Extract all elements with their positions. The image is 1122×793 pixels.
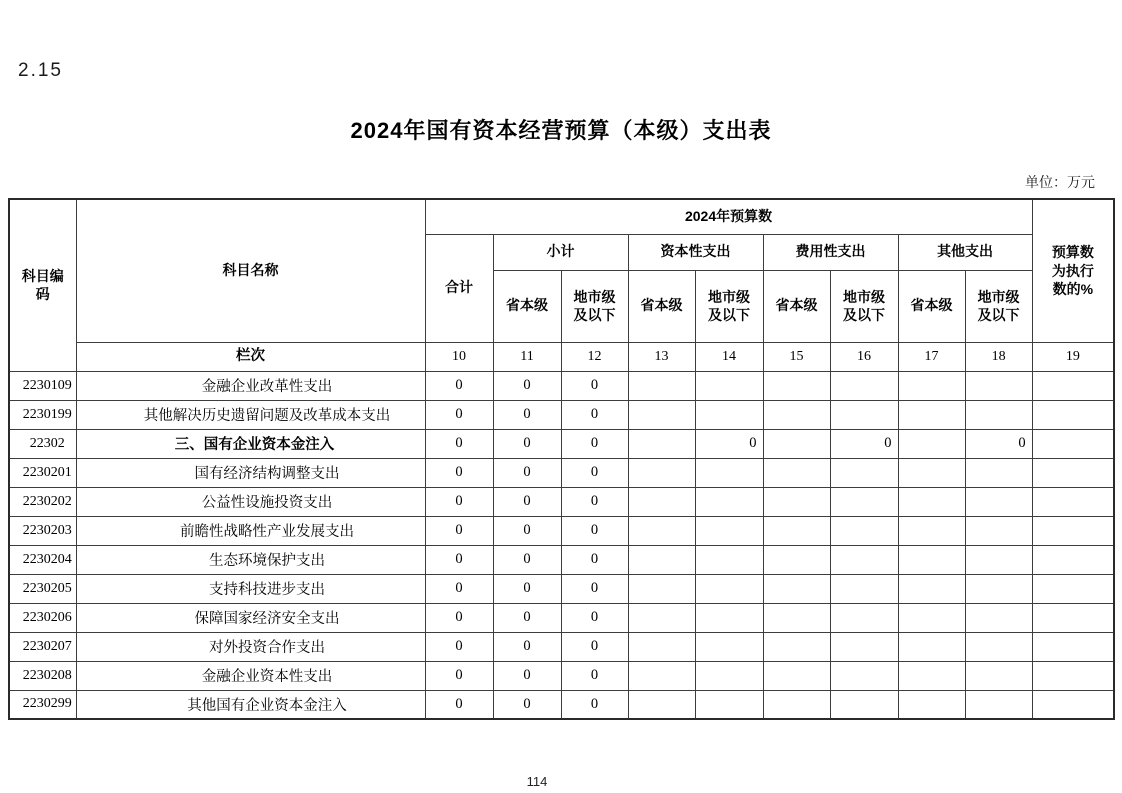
subject-name-cell: 公益性设施投资支出 (76, 487, 425, 516)
value-cell-col13 (628, 690, 695, 719)
unit-label: 单位：万元 (1025, 176, 1095, 191)
subject-name-cell: 金融企业改革性支出 (76, 371, 425, 400)
value-cell-col12: 0 (561, 603, 628, 632)
value-cell-col11: 0 (493, 400, 561, 429)
header-budget-pct-line3: 数的% (1052, 280, 1094, 297)
value-cell-col19 (1032, 400, 1114, 429)
value-cell-col15 (763, 632, 830, 661)
value-cell-col11: 0 (493, 603, 561, 632)
value-cell-col16 (830, 661, 898, 690)
value-cell-col18 (965, 371, 1032, 400)
value-cell-col18 (965, 603, 1032, 632)
value-cell-col15 (763, 545, 830, 574)
value-cell-col15 (763, 458, 830, 487)
value-cell-col10: 0 (425, 690, 493, 719)
value-cell-col19 (1032, 690, 1114, 719)
subject-code-cell: 2230203 (9, 516, 76, 545)
header-other-group: 其他支出 (898, 234, 1032, 270)
table-body (9, 371, 1114, 719)
value-cell-col10: 0 (425, 400, 493, 429)
value-cell-col17 (898, 574, 965, 603)
table-row (9, 371, 1114, 400)
header-total: 合计 (425, 234, 493, 342)
value-cell-col14: 0 (695, 429, 763, 458)
value-cell-col17 (898, 487, 965, 516)
value-cell-col18 (965, 632, 1032, 661)
value-cell-col10: 0 (425, 603, 493, 632)
value-cell-col14 (695, 661, 763, 690)
value-cell-col10: 0 (425, 661, 493, 690)
value-cell-col14 (695, 632, 763, 661)
table-row (9, 632, 1114, 661)
subject-name-cell: 保障国家经济安全支出 (76, 603, 425, 632)
value-cell-col12: 0 (561, 516, 628, 545)
value-cell-col13 (628, 487, 695, 516)
value-cell-col11: 0 (493, 632, 561, 661)
value-cell-col13 (628, 516, 695, 545)
value-cell-col17 (898, 400, 965, 429)
header-budget-pct (1032, 199, 1114, 342)
value-cell-col19 (1032, 371, 1114, 400)
value-cell-col11: 0 (493, 487, 561, 516)
header-budget-year-group: 2024年预算数 (425, 199, 1032, 234)
header-prefecture-capital (695, 270, 763, 342)
header-subject-code-line2: 码 (35, 286, 50, 303)
value-cell-col15 (763, 487, 830, 516)
section-number: 2.15 (18, 60, 63, 81)
value-cell-col19 (1032, 632, 1114, 661)
value-cell-col14 (695, 371, 763, 400)
subject-name-cell: 金融企业资本性支出 (76, 661, 425, 690)
value-cell-col13 (628, 661, 695, 690)
value-cell-col16 (830, 458, 898, 487)
value-cell-col16 (830, 545, 898, 574)
prefecture-line2: 及以下 (573, 307, 616, 323)
subject-name-cell: 生态环境保护支出 (76, 545, 425, 574)
value-cell-col13 (628, 603, 695, 632)
header-budget-pct-line1: 预算数 (1051, 244, 1094, 261)
header-subject-code-line1: 科目编 (21, 268, 64, 285)
subject-name-cell: 支持科技进步支出 (76, 574, 425, 603)
value-cell-col13 (628, 458, 695, 487)
value-cell-col17 (898, 516, 965, 545)
table-row (9, 661, 1114, 690)
value-cell-col12: 0 (561, 371, 628, 400)
column-number-10: 10 (425, 342, 493, 371)
table-row (9, 574, 1114, 603)
value-cell-col12: 0 (561, 690, 628, 719)
subject-code-cell: 2230299 (9, 690, 76, 719)
value-cell-col14 (695, 574, 763, 603)
value-cell-col11: 0 (493, 371, 561, 400)
header-prefecture-subtotal (561, 270, 628, 342)
value-cell-col12: 0 (561, 400, 628, 429)
subject-code-cell: 2230208 (9, 661, 76, 690)
value-cell-col11: 0 (493, 545, 561, 574)
value-cell-col19 (1032, 661, 1114, 690)
value-cell-col13 (628, 574, 695, 603)
value-cell-col18 (965, 661, 1032, 690)
value-cell-col12: 0 (561, 429, 628, 458)
header-expense-group: 费用性支出 (763, 234, 898, 270)
value-cell-col12: 0 (561, 632, 628, 661)
value-cell-col18 (965, 545, 1032, 574)
value-cell-col11: 0 (493, 690, 561, 719)
column-number-17: 17 (898, 342, 965, 371)
subject-code-cell: 2230207 (9, 632, 76, 661)
prefecture-line1: 地市级 (843, 288, 885, 305)
value-cell-col17 (898, 603, 965, 632)
value-cell-col10: 0 (425, 545, 493, 574)
value-cell-col14 (695, 458, 763, 487)
value-cell-col10: 0 (425, 458, 493, 487)
value-cell-col16: 0 (830, 429, 898, 458)
subject-code-cell: 2230202 (9, 487, 76, 516)
header-provincial-capital: 省本级 (628, 270, 695, 342)
table-row (9, 487, 1114, 516)
value-cell-col11: 0 (493, 429, 561, 458)
page-title: 2024年国有资本经营预算（本级）支出表 (350, 118, 772, 143)
value-cell-col14 (695, 400, 763, 429)
table-row (9, 516, 1114, 545)
header-provincial-other: 省本级 (898, 270, 965, 342)
page-number: 114 (526, 774, 548, 789)
value-cell-col14 (695, 545, 763, 574)
value-cell-col16 (830, 371, 898, 400)
value-cell-col12: 0 (561, 574, 628, 603)
column-number-19: 19 (1032, 342, 1114, 371)
value-cell-col14 (695, 603, 763, 632)
value-cell-col16 (830, 690, 898, 719)
subject-code-cell: 2230199 (9, 400, 76, 429)
header-prefecture-other (965, 270, 1032, 342)
value-cell-col17 (898, 690, 965, 719)
value-cell-col12: 0 (561, 458, 628, 487)
value-cell-col10: 0 (425, 487, 493, 516)
value-cell-col16 (830, 400, 898, 429)
column-number-11: 11 (493, 342, 561, 371)
value-cell-col14 (695, 516, 763, 545)
value-cell-col15 (763, 661, 830, 690)
value-cell-col17 (898, 661, 965, 690)
prefecture-line1: 地市级 (573, 288, 616, 305)
value-cell-col17 (898, 458, 965, 487)
column-number-12: 12 (561, 342, 628, 371)
header-row-1 (9, 199, 1114, 234)
value-cell-col11: 0 (493, 458, 561, 487)
value-cell-col13 (628, 429, 695, 458)
value-cell-col14 (695, 690, 763, 719)
subject-code-cell: 2230205 (9, 574, 76, 603)
value-cell-col15 (763, 429, 830, 458)
subject-name-cell: 其他国有企业资本金注入 (76, 690, 425, 719)
header-subject-name: 科目名称 (76, 199, 425, 342)
column-number-13: 13 (628, 342, 695, 371)
header-budget-pct-line2: 为执行 (1051, 262, 1094, 279)
value-cell-col12: 0 (561, 661, 628, 690)
subject-name-cell: 对外投资合作支出 (76, 632, 425, 661)
value-cell-col18 (965, 690, 1032, 719)
value-cell-col12: 0 (561, 487, 628, 516)
table-row (9, 458, 1114, 487)
value-cell-col18: 0 (965, 429, 1032, 458)
table-row (9, 545, 1114, 574)
value-cell-col19 (1032, 487, 1114, 516)
subject-name-cell: 前瞻性战略性产业发展支出 (76, 516, 425, 545)
value-cell-col13 (628, 632, 695, 661)
value-cell-col18 (965, 516, 1032, 545)
table-row (9, 429, 1114, 458)
value-cell-col19 (1032, 429, 1114, 458)
value-cell-col19 (1032, 574, 1114, 603)
value-cell-col15 (763, 371, 830, 400)
prefecture-line2: 及以下 (708, 307, 750, 323)
value-cell-col10: 0 (425, 371, 493, 400)
value-cell-col16 (830, 516, 898, 545)
subject-code-cell: 2230204 (9, 545, 76, 574)
prefecture-line1: 地市级 (977, 288, 1020, 305)
column-number-14: 14 (695, 342, 763, 371)
prefecture-line2: 及以下 (977, 307, 1020, 323)
prefecture-line1: 地市级 (708, 288, 750, 305)
value-cell-col10: 0 (425, 574, 493, 603)
value-cell-col18 (965, 487, 1032, 516)
value-cell-col15 (763, 690, 830, 719)
value-cell-col17 (898, 545, 965, 574)
value-cell-col13 (628, 545, 695, 574)
value-cell-col11: 0 (493, 516, 561, 545)
value-cell-col15 (763, 516, 830, 545)
value-cell-col10: 0 (425, 632, 493, 661)
table-header (9, 199, 1114, 371)
value-cell-col17 (898, 632, 965, 661)
value-cell-col16 (830, 603, 898, 632)
header-provincial-subtotal: 省本级 (493, 270, 561, 342)
value-cell-col12: 0 (561, 545, 628, 574)
value-cell-col13 (628, 371, 695, 400)
header-subtotal-group: 小计 (493, 234, 628, 270)
value-cell-col16 (830, 487, 898, 516)
subject-name-cell: 三、国有企业资本金注入 (76, 429, 425, 458)
column-number-16: 16 (830, 342, 898, 371)
table-row (9, 603, 1114, 632)
lanci-label: 栏次 (76, 342, 425, 371)
table-row (9, 400, 1114, 429)
subject-code-cell: 2230109 (9, 371, 76, 400)
value-cell-col18 (965, 458, 1032, 487)
value-cell-col13 (628, 400, 695, 429)
value-cell-col16 (830, 574, 898, 603)
header-prefecture-expense (830, 270, 898, 342)
value-cell-col18 (965, 574, 1032, 603)
subject-name-cell: 国有经济结构调整支出 (76, 458, 425, 487)
column-number-18: 18 (965, 342, 1032, 371)
column-number-row (9, 342, 1114, 371)
value-cell-col19 (1032, 458, 1114, 487)
table-row (9, 690, 1114, 719)
value-cell-col10: 0 (425, 516, 493, 545)
subject-code-cell: 2230201 (9, 458, 76, 487)
value-cell-col16 (830, 632, 898, 661)
header-capital-group: 资本性支出 (628, 234, 763, 270)
subject-name-cell: 其他解决历史遗留问题及改革成本支出 (76, 400, 425, 429)
subject-code-cell: 22302 (9, 429, 76, 458)
subject-code-cell: 2230206 (9, 603, 76, 632)
budget-table (8, 198, 1115, 720)
header-provincial-expense: 省本级 (763, 270, 830, 342)
value-cell-col19 (1032, 545, 1114, 574)
value-cell-col18 (965, 400, 1032, 429)
value-cell-col15 (763, 400, 830, 429)
value-cell-col11: 0 (493, 574, 561, 603)
column-number-15: 15 (763, 342, 830, 371)
value-cell-col15 (763, 603, 830, 632)
header-subject-code (9, 199, 76, 371)
value-cell-col19 (1032, 516, 1114, 545)
value-cell-col11: 0 (493, 661, 561, 690)
value-cell-col19 (1032, 603, 1114, 632)
value-cell-col15 (763, 574, 830, 603)
prefecture-line2: 及以下 (843, 307, 885, 323)
value-cell-col17 (898, 429, 965, 458)
value-cell-col14 (695, 487, 763, 516)
value-cell-col10: 0 (425, 429, 493, 458)
value-cell-col17 (898, 371, 965, 400)
